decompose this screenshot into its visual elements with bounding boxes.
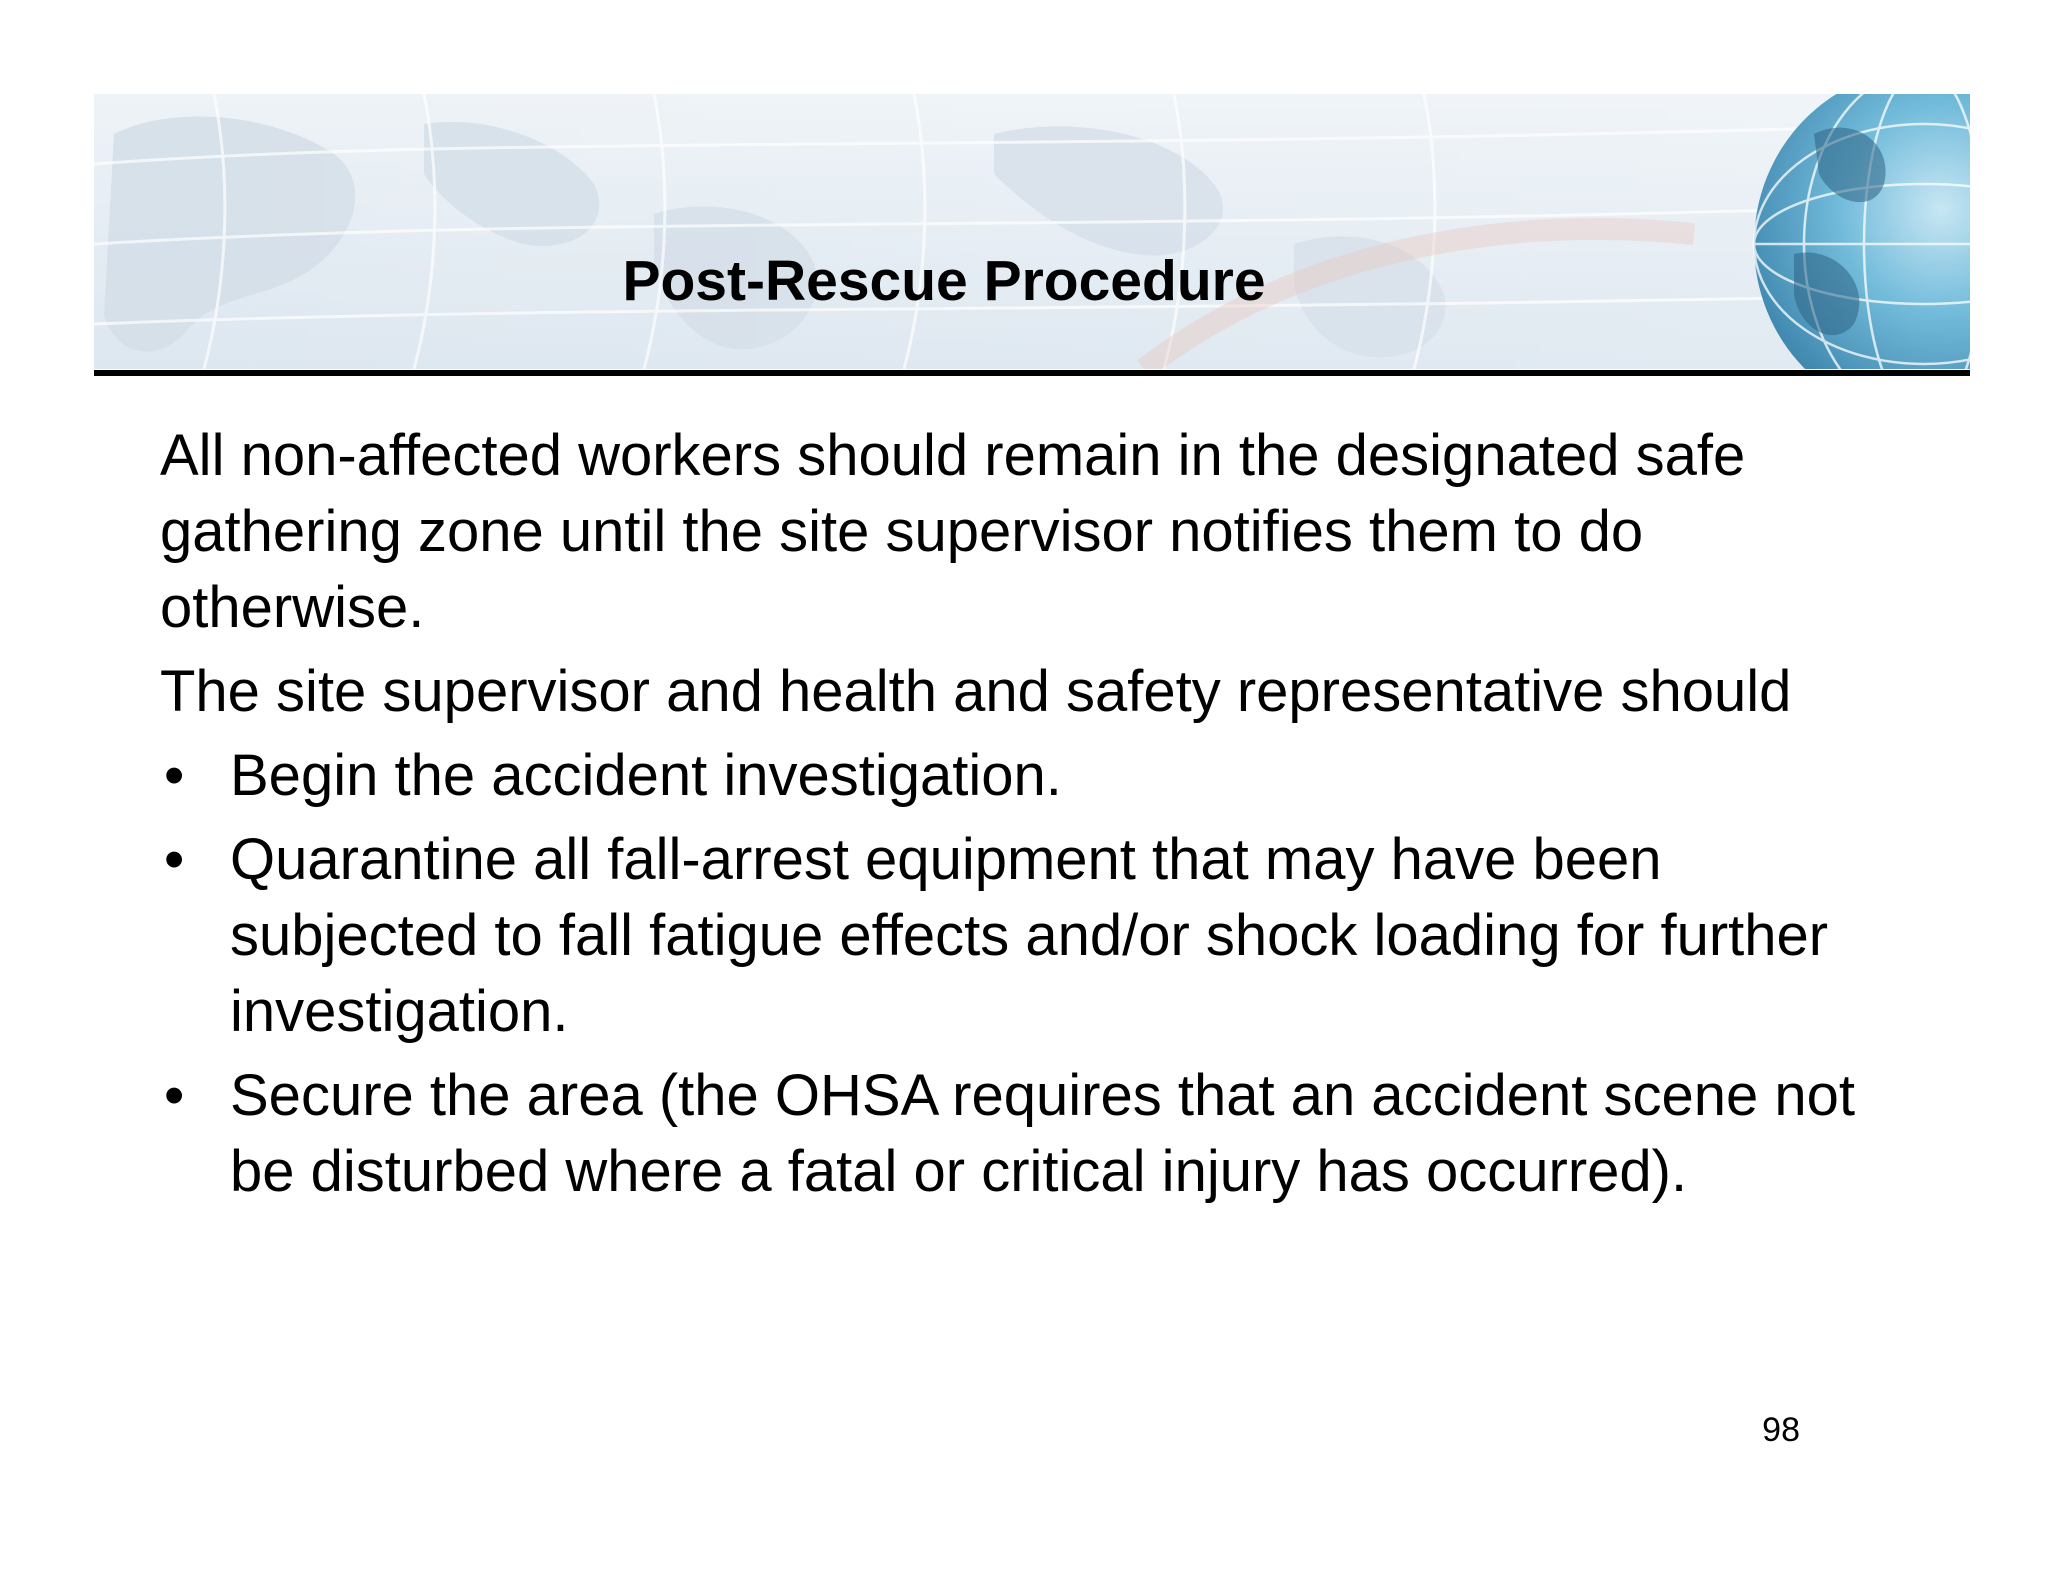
bullet-icon: • — [164, 1063, 185, 1128]
header-banner — [94, 94, 1970, 369]
body-paragraph-1: All non-affected workers should remain in the designated safe gathering zone until the site supervisor notifies them to do otherwise. — [160, 423, 1746, 640]
body-paragraph-2: The site supervisor and health and safety representative should — [160, 659, 1792, 724]
page-number: 98 — [1762, 1411, 1800, 1449]
bullet-icon: • — [164, 827, 185, 892]
slide-title: Post-Rescue Procedure — [622, 249, 1266, 313]
bullet-text: Begin the accident investigation. — [230, 743, 1062, 808]
bullet-text: Secure the area (the OHSA requires that an accident scene not be disturbed where a fatal or critical injury has occurred). — [230, 1063, 1855, 1204]
list-item — [160, 1058, 1920, 1210]
slide-body — [160, 418, 1920, 1218]
list-item — [160, 738, 1920, 814]
bullet-icon: • — [164, 743, 185, 808]
bullet-list — [160, 738, 1920, 1210]
world-map-globe-graphic — [94, 94, 1970, 369]
list-item — [160, 822, 1920, 1050]
header-divider — [94, 370, 1970, 376]
bullet-text: Quarantine all fall-arrest equipment that may have been subjected to fall fatigue effects and/or shock loading for further investigation. — [230, 827, 1829, 1044]
